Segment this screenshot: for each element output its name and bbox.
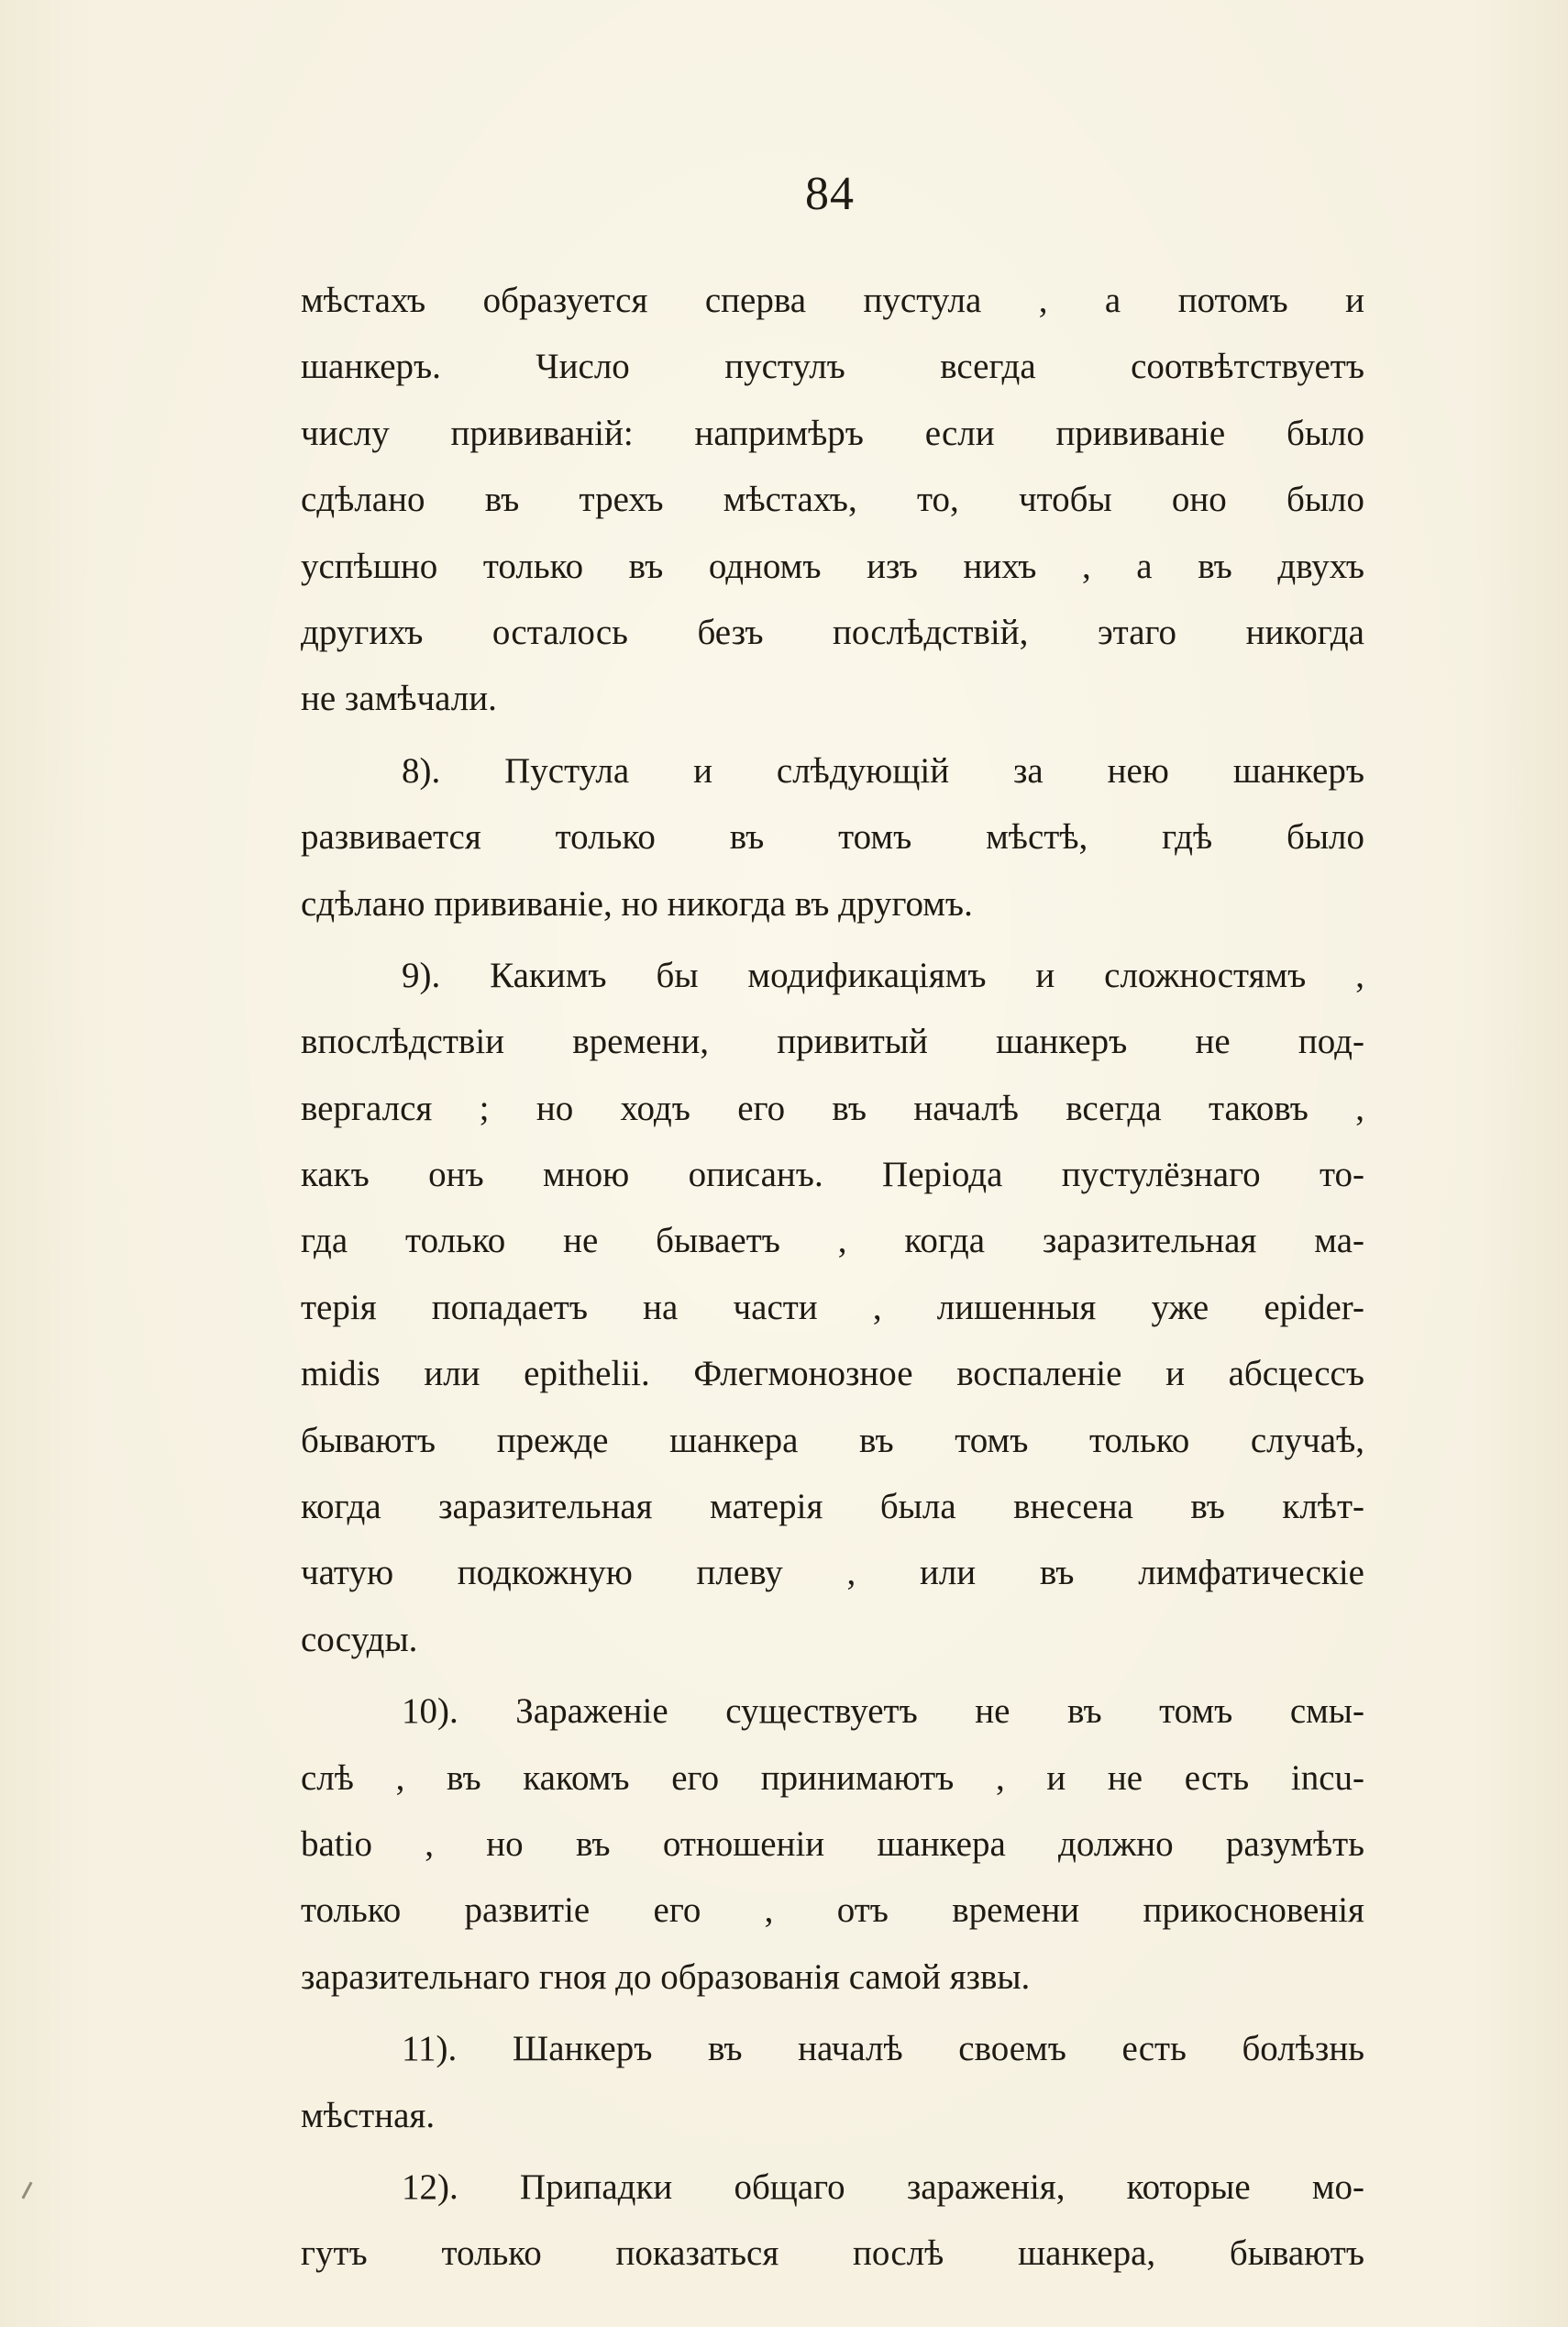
text-line: бываютъ прежде шанкера въ томъ только случаѣ, xyxy=(301,1420,1364,1460)
text-line: шанкеръ. Число пустулъ всегда соотвѣтствуетъ xyxy=(301,347,1364,387)
text-line: числу прививаній: напримѣръ если прививаніе было xyxy=(301,413,1364,453)
text-line: сдѣлано прививаніе, но никогда въ другомъ. xyxy=(301,883,973,924)
text-line: слѣ , въ какомъ его принимаютъ , и не есть incu- xyxy=(301,1757,1364,1798)
text-line: midis или epithelii. Флегмонозное воспаленіе и абсцессъ xyxy=(301,1354,1364,1394)
body-text xyxy=(301,268,1364,2288)
text-line: мѣстная. xyxy=(301,2095,436,2135)
text-line: только развитіе его , отъ времени прикосновенія xyxy=(301,1890,1364,1931)
text-line: вергался ; но ходъ его въ началѣ всегда таковъ , xyxy=(301,1088,1364,1128)
text-line: не замѣчали. xyxy=(301,679,497,719)
text-line: гда только не бываетъ , когда заразительная ма- xyxy=(301,1221,1364,1261)
paragraph-10-start: 10). Зараженіе существуетъ не въ томъ смы- xyxy=(402,1691,1364,1732)
text-line: мѣстахъ образуется сперва пустула , а потомъ и xyxy=(301,281,1364,320)
text-line: чатую подкожную плеву , или въ лимфатическіе xyxy=(301,1553,1364,1593)
text-line: когда заразительная матерія была внесена въ клѣт- xyxy=(301,1487,1364,1527)
text-line: заразительнаго гноя до образованія самой язвы. xyxy=(301,1956,1031,1997)
text-line: сдѣлано въ трехъ мѣстахъ, то, чтобы оно было xyxy=(301,480,1364,520)
text-line: терія попадаетъ на части , лишенныя уже epider- xyxy=(301,1287,1364,1327)
page-number: 84 xyxy=(805,168,855,220)
paragraph-9-start: 9). Какимъ бы модификаціямъ и сложностямъ , xyxy=(402,955,1364,995)
paragraph-8-start: 8). Пустула и слѣдующій за нею шанкеръ xyxy=(402,750,1364,791)
text-line: сосуды. xyxy=(301,1619,418,1659)
text-line: другихъ осталось безъ послѣдствій, этаго никогда xyxy=(301,612,1364,652)
paper-mark xyxy=(21,2181,32,2199)
text-line: развивается только въ томъ мѣстѣ, гдѣ было xyxy=(301,817,1364,858)
paragraph-12-start: 12). Припадки общаго зараженія, которые мо- xyxy=(402,2166,1364,2207)
paragraph-11-start: 11). Шанкеръ въ началѣ своемъ есть болѣзнь xyxy=(402,2029,1364,2069)
text-line: какъ онъ мною описанъ. Періода пустулёзнаго то- xyxy=(301,1155,1364,1195)
text-line: batio , но въ отношеніи шанкера должно разумѣть xyxy=(301,1823,1364,1864)
text-line: гутъ только показаться послѣ шанкера, бываютъ xyxy=(301,2233,1364,2274)
text-line: успѣшно только въ одномъ изъ нихъ , а въ двухъ xyxy=(301,546,1364,586)
text-line: впослѣдствіи времени, привитый шанкеръ не под- xyxy=(301,1022,1364,1062)
